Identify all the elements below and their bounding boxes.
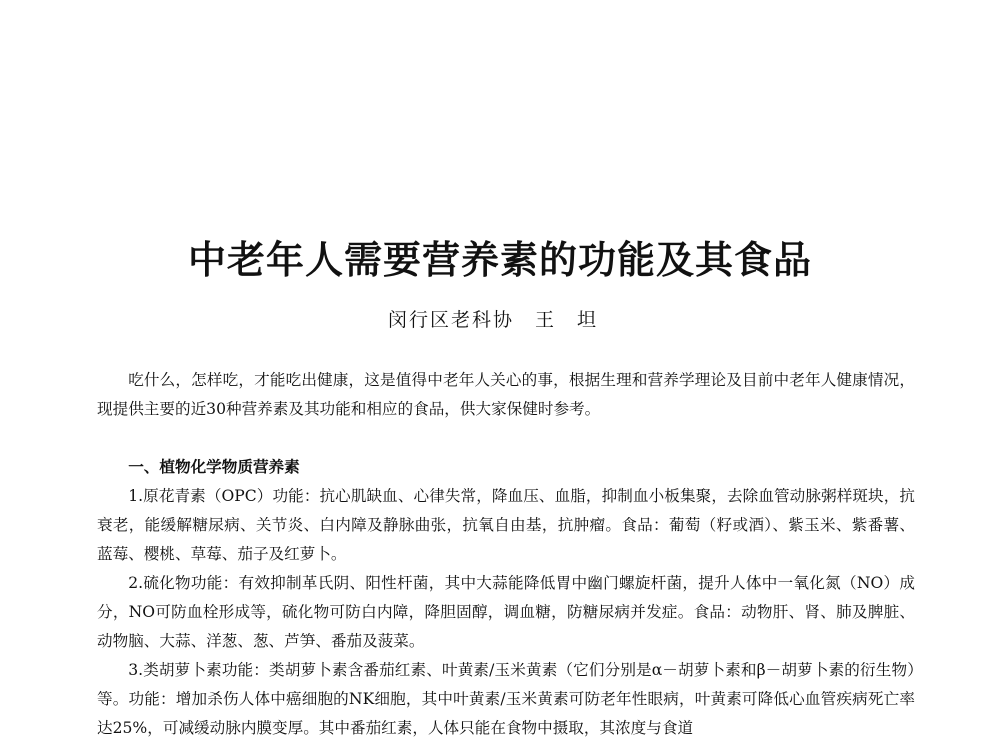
paragraph-sulfide: 2.硫化物功能：有效抑制革氏阴、阳性杆菌，其中大蒜能降低胃中幽门螺旋杆菌，提升人体中一氧化氮（NO）成分，NO可防血栓形成等，硫化物可防白内障，降胆固醇，调血糖，防糖尿病并发症。食品：动物肝、肾、肺及脾脏、动物脑、大蒜、洋葱、葱、芦笋、番茄及菠菜。 [97, 574, 915, 650]
section-heading: 一、植物化学物质营养素 [128, 458, 300, 476]
author-byline: 闵行区老科协 王 坦 [388, 309, 599, 331]
intro-paragraph: 吃什么，怎样吃，才能吃出健康，这是值得中老年人关心的事，根据生理和营养学理论及目前中老年人健康情况，现提供主要的近30种营养素及其功能和相应的食品，供大家保健时参考。 [97, 371, 915, 418]
paragraph-opc: 1.原花青素（OPC）功能：抗心肌缺血、心律失常，降血压、血脂，抑制血小板集聚，去除血管动脉粥样斑块，抗衰老，能缓解糖尿病、关节炎、白内障及静脉曲张，抗氧自由基，抗肿瘤。食品：葡萄（籽或酒）、紫玉米、紫番薯、蓝莓、樱桃、草莓、茄子及红萝卜。 [97, 487, 915, 563]
paragraph-carotenoid: 3.类胡萝卜素功能：类胡萝卜素含番茄红素、叶黄素/玉米黄素（它们分别是α－胡萝卜素和β－胡萝卜素的衍生物）等。功能：增加杀伤人体中癌细胞的NK细胞，其中叶黄素/玉米黄素可防老年性眼病，叶黄素可降低心血管疾病死亡率达25%，可减缓动脉内膜变厚。其中番茄红素，人体只能在食物中摄取，其浓度与食道 [97, 661, 915, 737]
article-title: 中老年人需要营养素的功能及其食品 [187, 238, 812, 282]
article-body [97, 366, 915, 743]
